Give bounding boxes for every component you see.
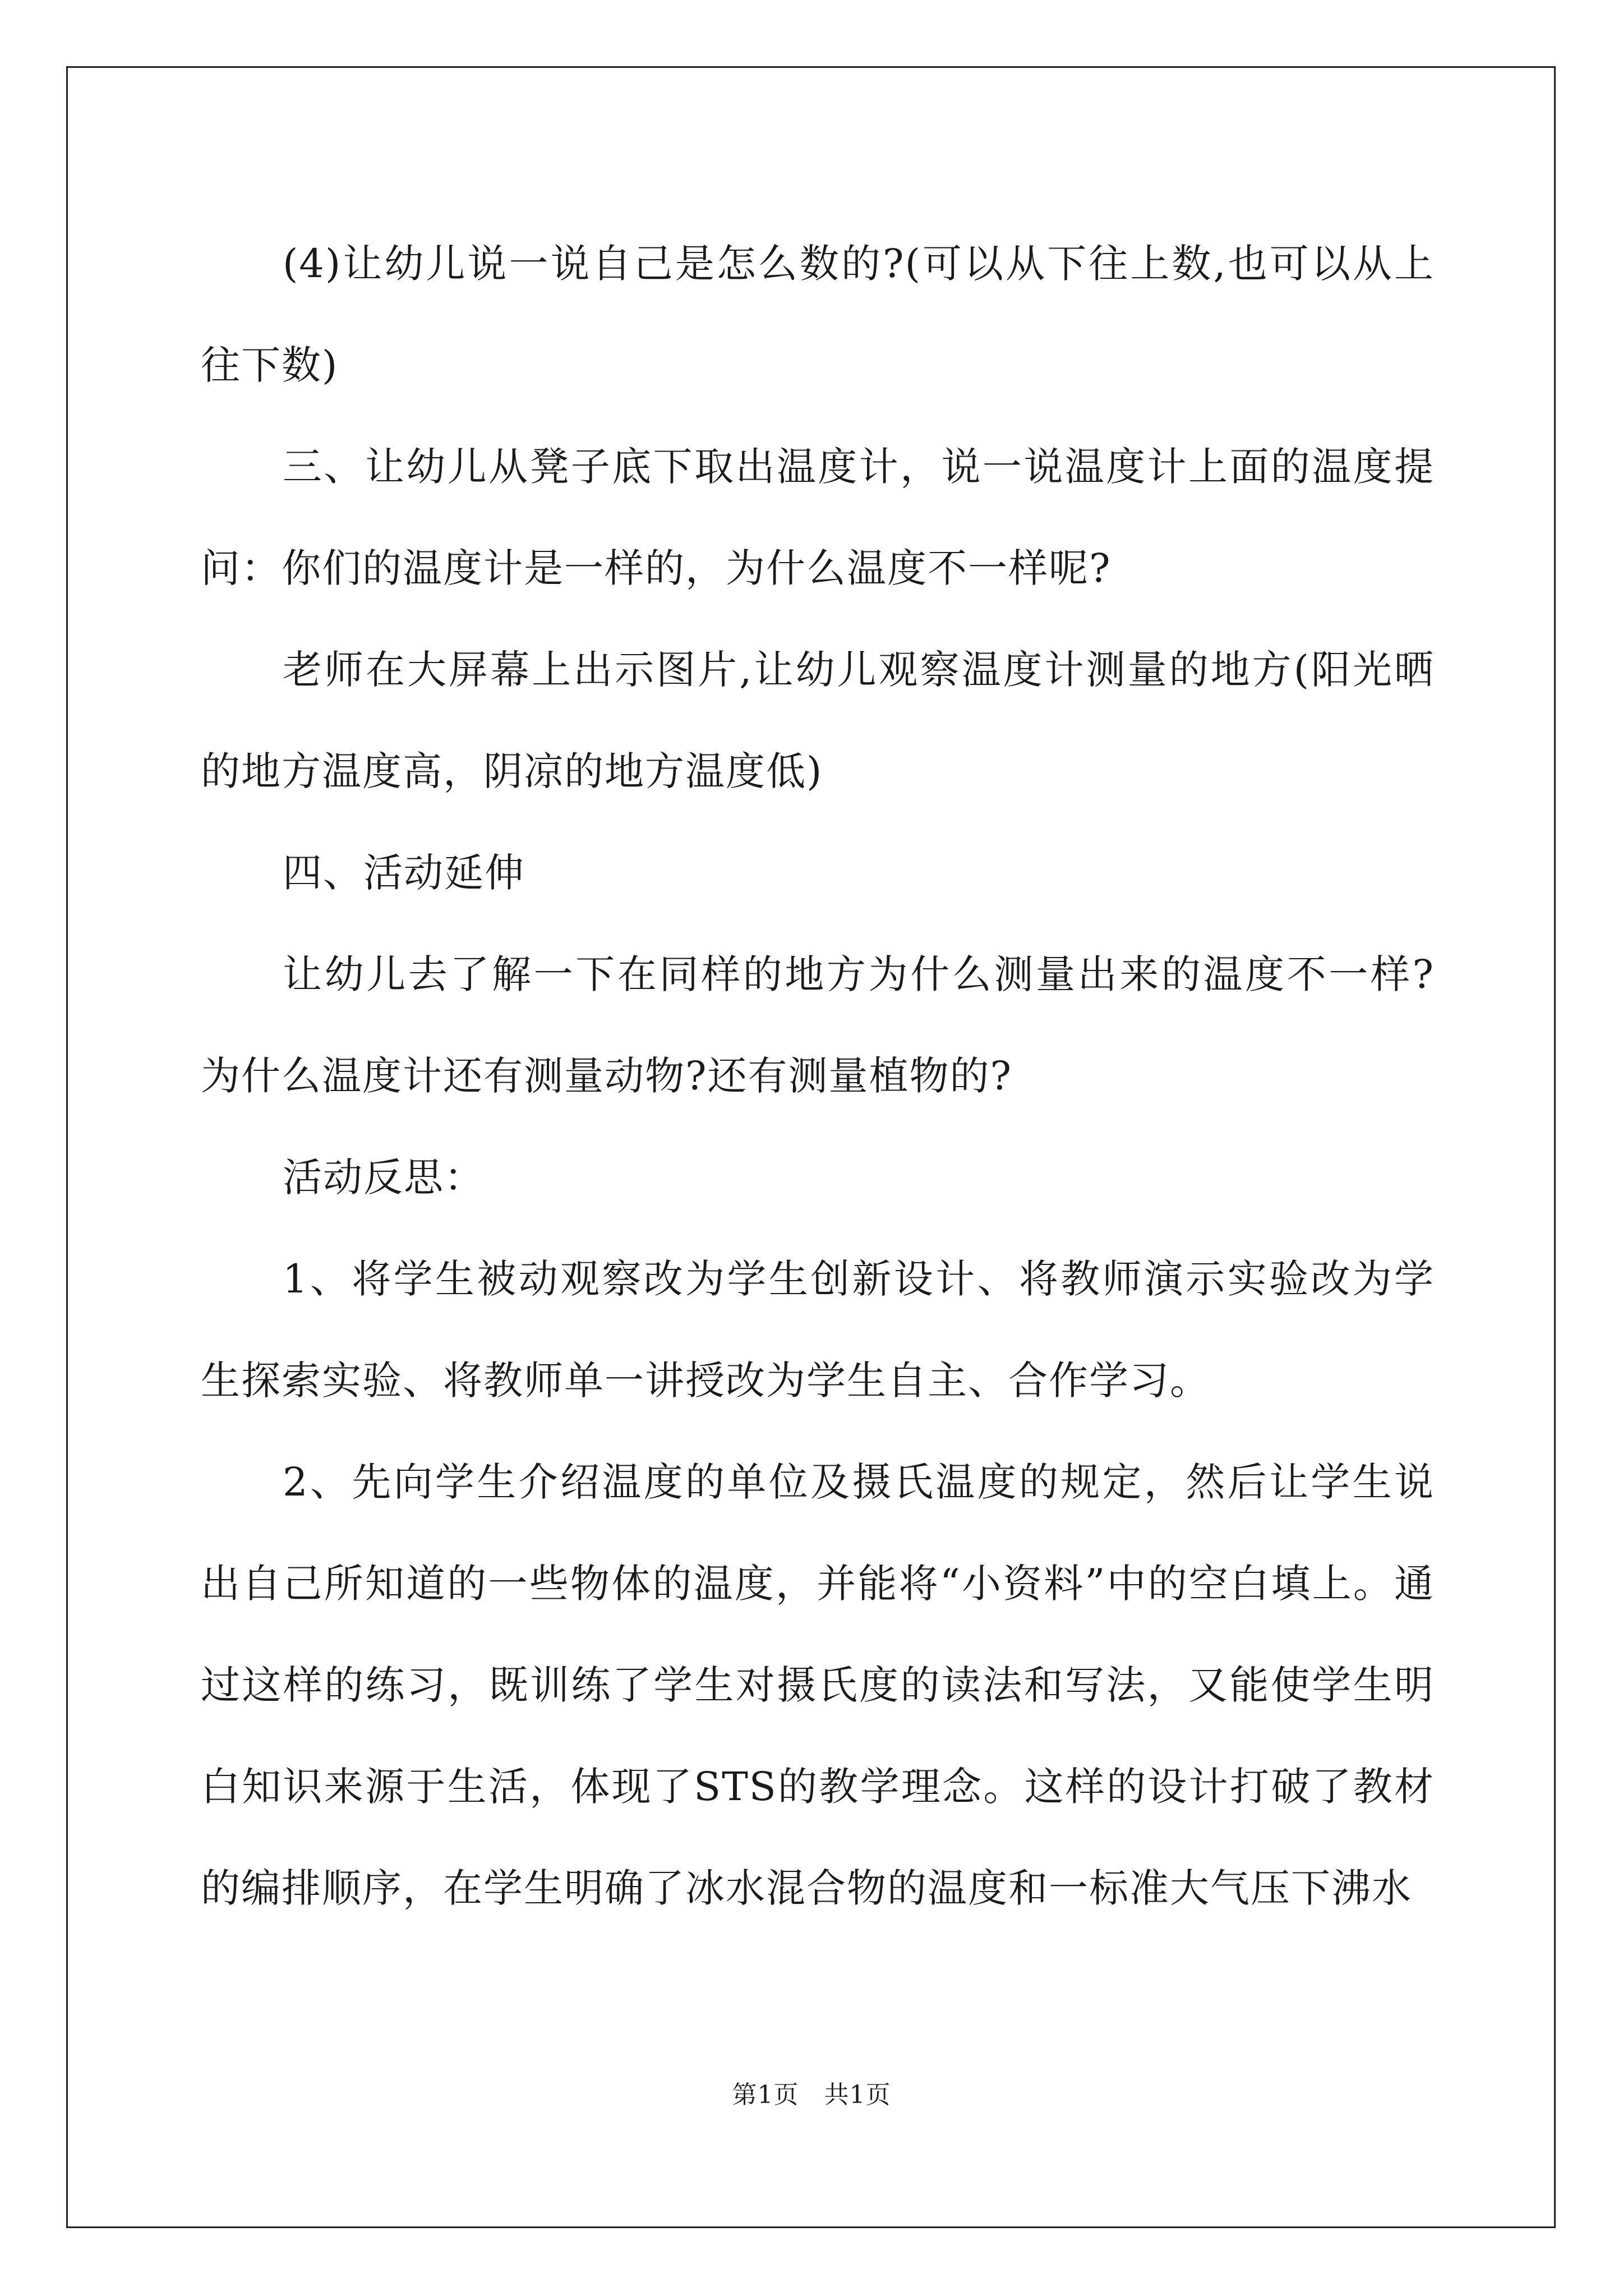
paragraph-reflection-2: 2、先向学生介绍温度的单位及摄氏温度的规定，然后让学生说出自己所知道的一些物体的温度，并能将“小资料”中的空白填上。通过这样的练习，既训练了学生对摄氏度的读法和写法，又能使学生明白知识来源于生活，体现了STS的教学理念。这样的设计打破了教材的编排顺序，在学生明确了冰水混合物的温度和一标准大气压下沸水: [201, 1459, 1435, 1911]
paragraph-thermometer-question: 三、让幼儿从凳子底下取出温度计，说一说温度计上面的温度提问：你们的温度计是一样的，为什么温度不一样呢?: [201, 444, 1435, 591]
paragraph-counting-method: (4)让幼儿说一说自己是怎么数的?(可以从下往上数,也可以从上往下数): [201, 241, 1435, 388]
section-heading-activity-extension: 四、活动延伸: [283, 850, 525, 896]
section-heading-reflection: 活动反思：: [283, 1154, 485, 1200]
page-number-footer: 第1页 共1页: [732, 2081, 891, 2109]
paragraph-screen-pictures: 老师在大屏幕上出示图片,让幼儿观察温度计测量的地方(阳光晒的地方温度高，阴凉的地方温度低): [201, 647, 1435, 794]
paragraph-activity-extension: 让幼儿去了解一下在同样的地方为什么测量出来的温度不一样?为什么温度计还有测量动物?还有测量植物的?: [201, 951, 1435, 1099]
document-body: [201, 213, 1435, 1939]
paragraph-reflection-1: 1、将学生被动观察改为学生创新设计、将教师演示实验改为学生探索实验、将教师单一讲授改为学生自主、合作学习。: [201, 1256, 1435, 1404]
